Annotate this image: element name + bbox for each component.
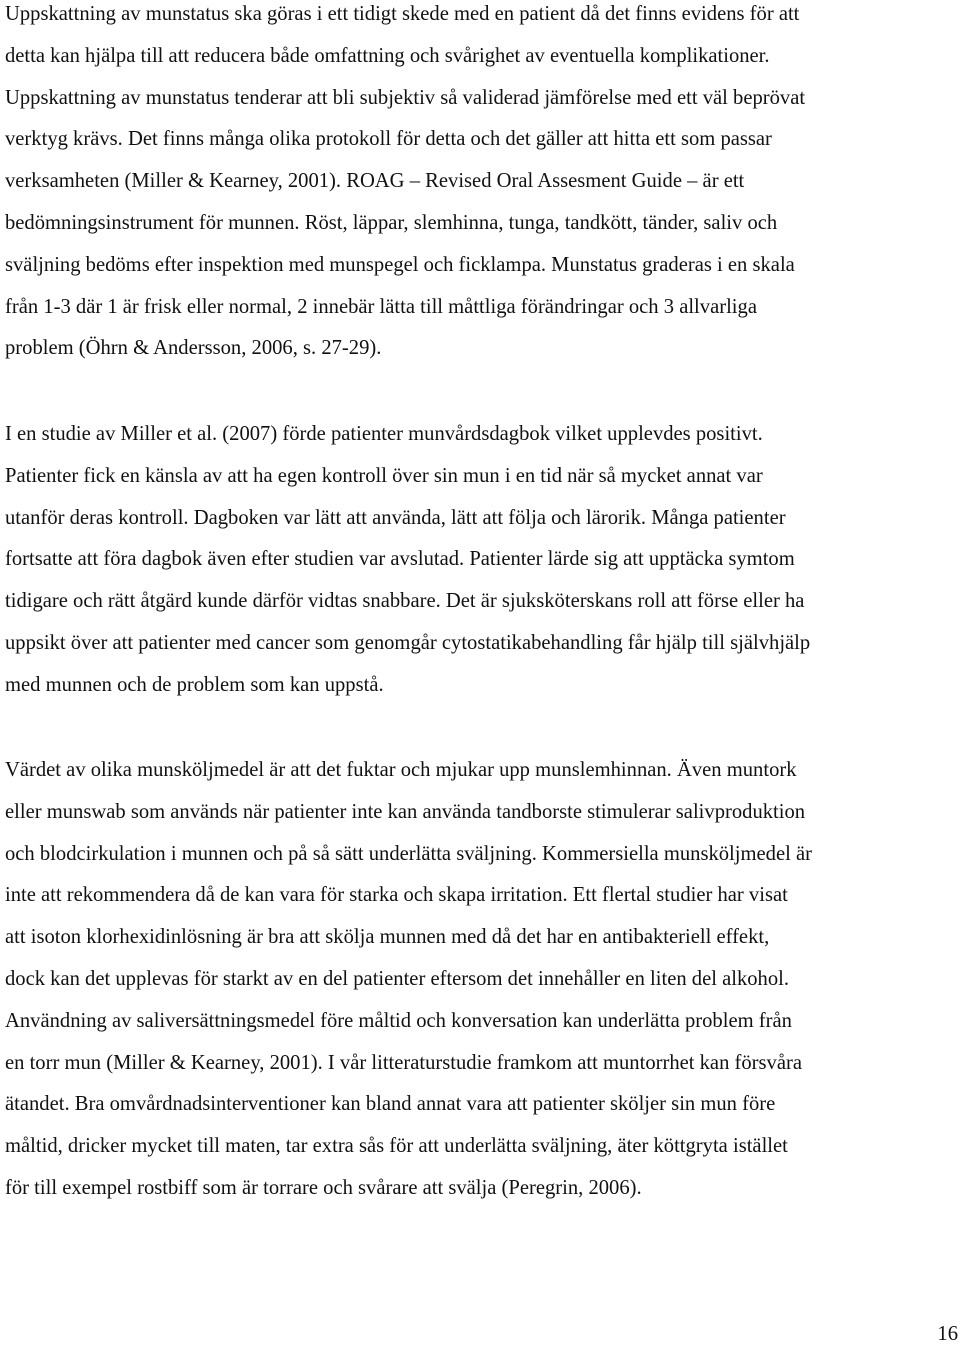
- paragraph-line: uppsikt över att patienter med cancer som genomgår cytostatikabehandling får hjälp till självhjälp: [5, 631, 811, 654]
- paragraph-line: verktyg krävs. Det finns många olika protokoll för detta och det gäller att hitta ett som passar: [5, 128, 772, 151]
- paragraph-oral-status-assessment: [5, 0, 960, 370]
- paragraph-line: ätandet. Bra omvårdnadsinterventioner kan bland annat vara att patienter sköljer sin mun före: [5, 1093, 776, 1116]
- paragraph-line: verksamheten (Miller & Kearney, 2001). ROAG – Revised Oral Assesment Guide – är ett: [5, 170, 745, 193]
- paragraph-line: fortsatte att föra dagbok även efter studien var avslutad. Patienter lärde sig att upptäcka symtom: [5, 548, 795, 571]
- paragraph-line: utanför deras kontroll. Dagboken var lätt att använda, lätt att följa och lärorik. Många patienter: [5, 506, 786, 529]
- paragraph-line: eller munswab som används när patienter inte kan använda tandborste stimulerar salivproduktion: [5, 800, 806, 823]
- paragraph-line: I en studie av Miller et al. (2007) förde patienter munvårdsdagbok vilket upplevdes positivt.: [5, 423, 763, 445]
- paragraph-line: måltid, dricker mycket till maten, tar extra sås för att underlätta sväljning, äter köttgryta istället: [5, 1135, 788, 1158]
- paragraph-line: och blodcirkulation i munnen och på så sätt underlätta sväljning. Kommersiella munsköljmedel är: [5, 842, 812, 865]
- paragraph-line: Uppskattning av munstatus tenderar att bli subjektiv så validerad jämförelse med ett väl beprövat: [5, 86, 806, 109]
- paragraph-line: inte att rekommendera då de kan vara för starka och skapa irritation. Ett flertal studier har visat: [5, 884, 788, 907]
- paragraph-line: från 1-3 där 1 är frisk eller normal, 2 innebär lätta till måttliga förändringar och 3 allvarliga: [5, 295, 757, 318]
- paragraph-line: med munnen och de problem som kan uppstå.: [5, 673, 384, 696]
- paragraph-line: detta kan hjälpa till att reducera både omfattning och svårighet av eventuella komplikationer.: [5, 44, 770, 67]
- paragraph-line: en torr mun (Miller & Kearney, 2001). I vår litteraturstudie framkom att muntorrhet kan försvåra: [5, 1051, 802, 1074]
- paragraph-line: för till exempel rostbiff som är torrare och svårare att svälja (Peregrin, 2006).: [5, 1176, 642, 1199]
- paragraph-line: tidigare och rätt åtgärd kunde därför vidtas snabbare. Det är sjuksköterskans roll att förse eller ha: [5, 590, 805, 613]
- paragraph-line: att isoton klorhexidinlösning är bra att skölja munnen med då det har en antibakteriell effekt,: [5, 926, 770, 949]
- paragraph-line: Uppskattning av munstatus ska göras i ett tidigt skede med en patient då det finns evidens för att: [5, 3, 800, 25]
- paragraph-line: bedömningsinstrument för munnen. Röst, läppar, slemhinna, tunga, tandkött, tänder, saliv och: [5, 211, 778, 234]
- paragraph-line: problem (Öhrn & Andersson, 2006, s. 27-29).: [5, 337, 382, 360]
- paragraph-line: sväljning bedöms efter inspektion med munspegel och ficklampa. Munstatus graderas i en skala: [5, 253, 795, 276]
- page-number: 16: [937, 1323, 958, 1345]
- paragraph-line: Patienter fick en känsla av att ha egen kontroll över sin mun i en tid när så mycket annat var: [5, 464, 763, 487]
- paragraph-oral-care-diary: [5, 414, 960, 707]
- paragraph-line: Värdet av olika munsköljmedel är att det fuktar och mjukar upp munslemhinnan. Även muntork: [5, 759, 797, 781]
- paragraph-line: dock kan det upplevas för starkt av en del patienter eftersom det innehåller en liten del alkohol.: [5, 967, 790, 990]
- paragraph-mouthwash-value: [5, 750, 960, 1210]
- paragraph-line: Användning av saliversättningsmedel före måltid och konversation kan underlätta problem från: [5, 1009, 792, 1032]
